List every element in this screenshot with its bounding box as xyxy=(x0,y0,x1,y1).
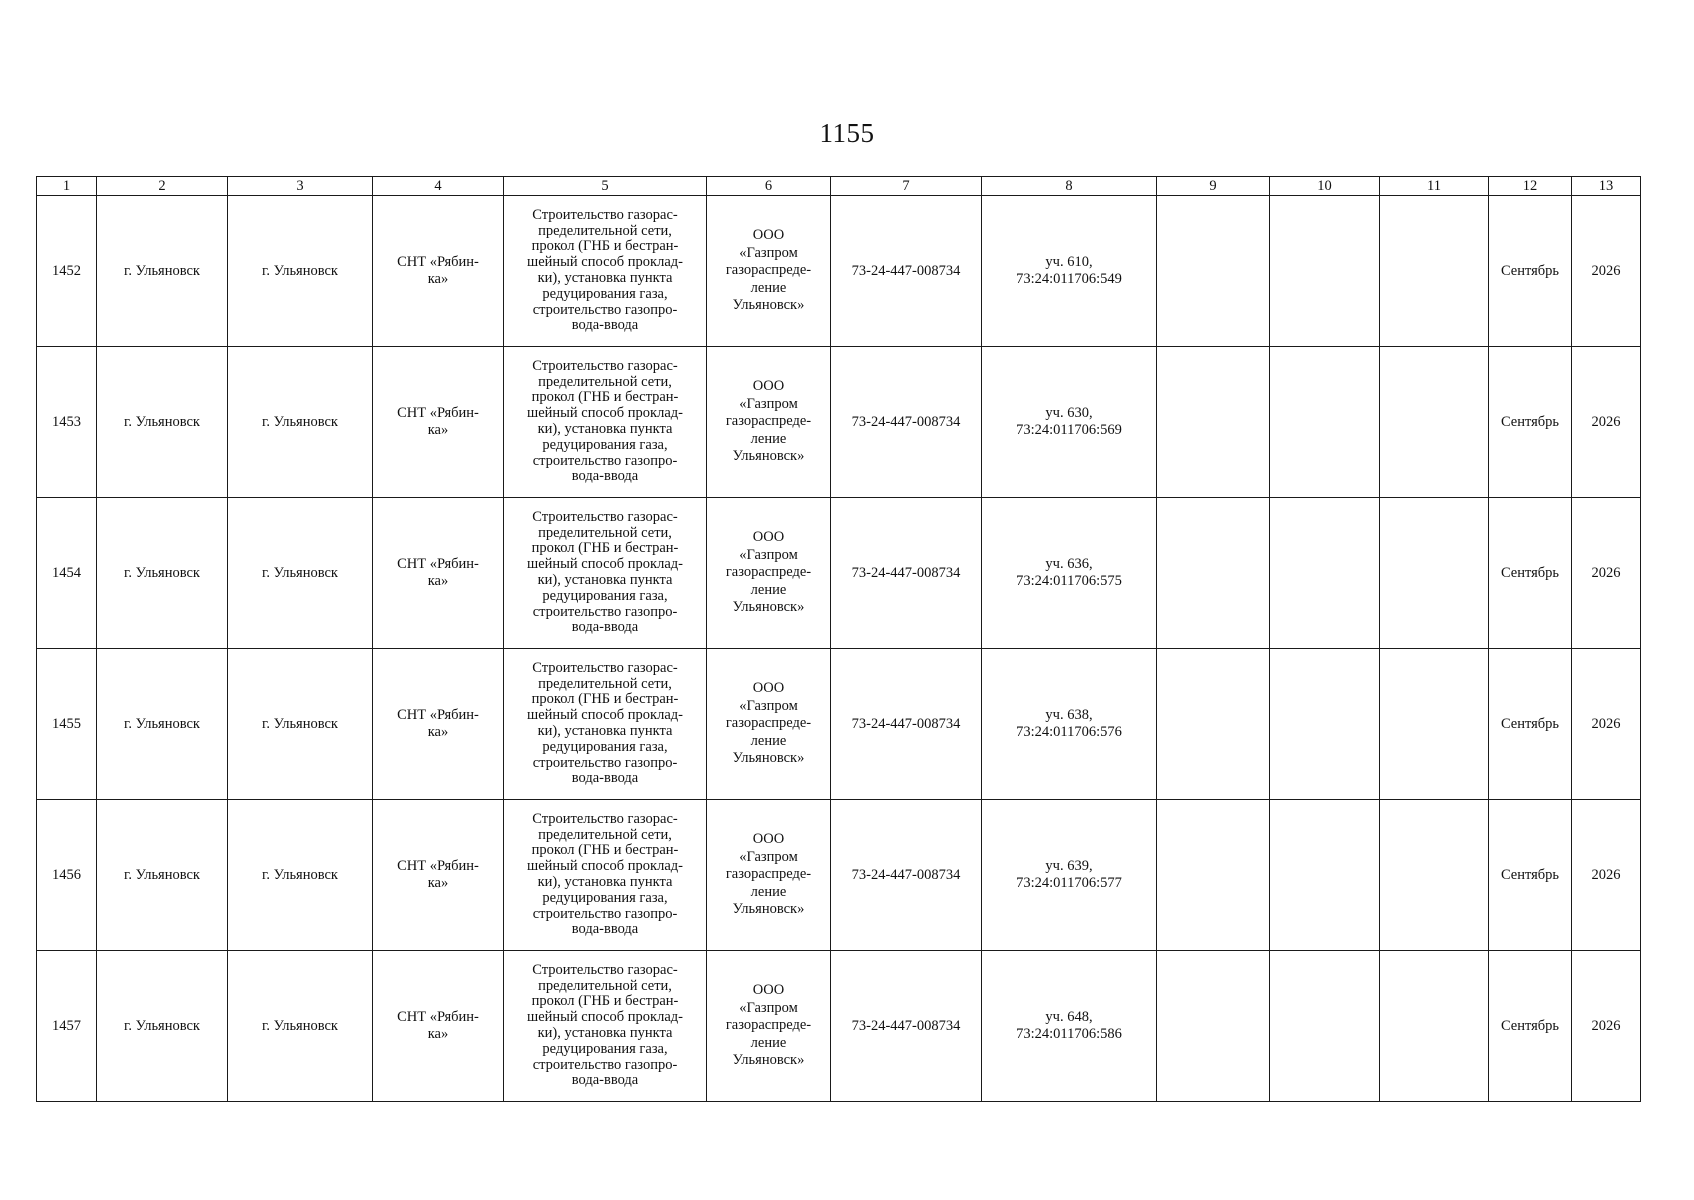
col9-cell xyxy=(1157,951,1270,1102)
text-line: ка» xyxy=(427,573,449,589)
col9-cell xyxy=(1157,649,1270,800)
year: 2026 xyxy=(1591,1017,1621,1034)
city: г. Ульяновск xyxy=(124,262,200,279)
text-line: прокол (ГНБ и бестран- xyxy=(531,389,679,406)
code-cell xyxy=(831,800,982,951)
text-line: СНТ «Рябин- xyxy=(397,1009,479,1025)
text-line: Строительство газорас- xyxy=(532,961,678,978)
text-line: «Газпром xyxy=(739,999,798,1016)
text-line: прокол (ГНБ и бестран- xyxy=(531,993,679,1010)
text-line: ки), установка пункта xyxy=(537,572,673,588)
row-number-cell xyxy=(37,951,97,1102)
text-line: Ульяновск» xyxy=(732,1052,805,1069)
text-line: вода-ввода xyxy=(571,921,639,938)
year: 2026 xyxy=(1591,262,1621,279)
city: г. Ульяновск xyxy=(124,564,200,581)
city-cell xyxy=(97,800,228,951)
district: г. Ульяновск xyxy=(262,866,338,883)
text-line: ление xyxy=(750,581,787,598)
row-number: 1457 xyxy=(52,1017,81,1034)
text-line: ки), установка пункта xyxy=(537,874,673,890)
col10-cell xyxy=(1270,800,1380,951)
organization xyxy=(709,680,828,768)
plot-cell xyxy=(982,347,1157,498)
code: 73-24-447-008734 xyxy=(851,715,961,732)
table-row xyxy=(37,347,1641,498)
column-header: 9 xyxy=(1157,177,1270,196)
row-number: 1452 xyxy=(52,262,81,279)
settlement-cell xyxy=(373,649,504,800)
work-description-cell xyxy=(504,649,707,800)
text-line: СНТ «Рябин- xyxy=(397,254,479,270)
text-line: газораспреде- xyxy=(725,715,812,732)
organization xyxy=(709,378,828,466)
organization-cell xyxy=(707,498,831,649)
month-cell xyxy=(1489,649,1572,800)
text-line: редуцирования газа, xyxy=(542,889,668,906)
text-line: редуцирования газа, xyxy=(542,1040,668,1057)
text-line: «Газпром xyxy=(739,244,798,261)
text-line: прокол (ГНБ и бестран- xyxy=(531,238,679,255)
text-line: ление xyxy=(750,883,787,900)
col11-cell xyxy=(1380,951,1489,1102)
col10-cell xyxy=(1270,196,1380,347)
code-cell xyxy=(831,347,982,498)
month: Сентябрь xyxy=(1500,413,1560,430)
column-header: 13 xyxy=(1572,177,1641,196)
work-description-cell xyxy=(504,951,707,1102)
plot xyxy=(984,556,1154,590)
col11-cell xyxy=(1380,649,1489,800)
text-line: уч. 648, xyxy=(1045,1009,1093,1025)
col9-cell xyxy=(1157,347,1270,498)
text-line: «Газпром xyxy=(739,546,798,563)
text-line: Строительство газорас- xyxy=(532,206,678,223)
text-line: газораспреде- xyxy=(725,413,812,430)
text-line: ление xyxy=(750,732,787,749)
organization-cell xyxy=(707,196,831,347)
settlement-cell xyxy=(373,347,504,498)
col9-cell xyxy=(1157,800,1270,951)
work-description xyxy=(506,661,704,787)
text-line: вода-ввода xyxy=(571,770,639,787)
month: Сентябрь xyxy=(1500,715,1560,732)
text-line: ООО xyxy=(752,831,785,848)
row-number-cell xyxy=(37,800,97,951)
district: г. Ульяновск xyxy=(262,715,338,732)
column-header: 3 xyxy=(228,177,373,196)
text-line: пределительной сети, xyxy=(538,524,672,541)
text-line: вода-ввода xyxy=(571,468,639,485)
plot xyxy=(984,858,1154,892)
plot xyxy=(984,707,1154,741)
row-number-cell xyxy=(37,498,97,649)
plot-cell xyxy=(982,196,1157,347)
row-number-cell xyxy=(37,649,97,800)
settlement xyxy=(375,707,501,741)
text-line: газораспреде- xyxy=(725,262,812,279)
text-line: шейный способ проклад- xyxy=(527,405,683,422)
row-number: 1455 xyxy=(52,715,81,732)
text-line: СНТ «Рябин- xyxy=(397,858,479,874)
text-line: 73:24:011706:575 xyxy=(1016,573,1122,589)
text-line: уч. 630, xyxy=(1045,405,1093,421)
text-line: Ульяновск» xyxy=(732,599,805,616)
settlement-cell xyxy=(373,951,504,1102)
text-line: газораспреде- xyxy=(725,866,812,883)
text-line: ООО xyxy=(752,982,785,999)
text-line: пределительной сети, xyxy=(538,977,672,994)
month-cell xyxy=(1489,951,1572,1102)
text-line: пределительной сети, xyxy=(538,222,672,239)
text-line: 73:24:011706:549 xyxy=(1016,271,1122,287)
city: г. Ульяновск xyxy=(124,715,200,732)
year: 2026 xyxy=(1591,413,1621,430)
text-line: пределительной сети, xyxy=(538,675,672,692)
text-line: редуцирования газа, xyxy=(542,738,668,755)
work-description xyxy=(506,963,704,1089)
column-header: 10 xyxy=(1270,177,1380,196)
column-header: 11 xyxy=(1380,177,1489,196)
text-line: 73:24:011706:576 xyxy=(1016,724,1122,740)
text-line: шейный способ проклад- xyxy=(527,858,683,875)
district: г. Ульяновск xyxy=(262,1017,338,1034)
code: 73-24-447-008734 xyxy=(851,413,961,430)
text-line: СНТ «Рябин- xyxy=(397,707,479,723)
settlement-cell xyxy=(373,196,504,347)
text-line: прокол (ГНБ и бестран- xyxy=(531,540,679,557)
month: Сентябрь xyxy=(1500,262,1560,279)
code-cell xyxy=(831,498,982,649)
text-line: ООО xyxy=(752,680,785,697)
text-line: «Газпром xyxy=(739,395,798,412)
text-line: Ульяновск» xyxy=(732,297,805,314)
text-line: пределительной сети, xyxy=(538,826,672,843)
table-body xyxy=(37,196,1641,1102)
text-line: ка» xyxy=(427,271,449,287)
month: Сентябрь xyxy=(1500,564,1560,581)
column-header: 5 xyxy=(504,177,707,196)
row-number-cell xyxy=(37,196,97,347)
code-cell xyxy=(831,951,982,1102)
column-header: 8 xyxy=(982,177,1157,196)
work-description-cell xyxy=(504,196,707,347)
settlement-cell xyxy=(373,800,504,951)
text-line: «Газпром xyxy=(739,697,798,714)
text-line: Строительство газорас- xyxy=(532,659,678,676)
text-line: ка» xyxy=(427,1026,449,1042)
table-row xyxy=(37,649,1641,800)
year-cell xyxy=(1572,649,1641,800)
row-number: 1453 xyxy=(52,413,81,430)
column-number-header-row xyxy=(37,177,1641,196)
code: 73-24-447-008734 xyxy=(851,262,961,279)
work-description xyxy=(506,812,704,938)
text-line: редуцирования газа, xyxy=(542,436,668,453)
month: Сентябрь xyxy=(1500,866,1560,883)
text-line: уч. 636, xyxy=(1045,556,1093,572)
text-line: газораспреде- xyxy=(725,564,812,581)
settlement xyxy=(375,858,501,892)
settlement-cell xyxy=(373,498,504,649)
organization-cell xyxy=(707,800,831,951)
district-cell xyxy=(228,347,373,498)
district-cell xyxy=(228,498,373,649)
text-line: ление xyxy=(750,1034,787,1051)
work-description xyxy=(506,208,704,334)
text-line: газораспреде- xyxy=(725,1017,812,1034)
column-header: 1 xyxy=(37,177,97,196)
month-cell xyxy=(1489,498,1572,649)
column-header: 12 xyxy=(1489,177,1572,196)
table-row xyxy=(37,800,1641,951)
text-line: ООО xyxy=(752,378,785,395)
col11-cell xyxy=(1380,498,1489,649)
code: 73-24-447-008734 xyxy=(851,866,961,883)
text-line: редуцирования газа, xyxy=(542,587,668,604)
col11-cell xyxy=(1380,800,1489,951)
settlement xyxy=(375,405,501,439)
col10-cell xyxy=(1270,649,1380,800)
district-cell xyxy=(228,800,373,951)
text-line: ООО xyxy=(752,529,785,546)
district-cell xyxy=(228,649,373,800)
text-line: строительство газопро- xyxy=(532,603,678,620)
text-line: ки), установка пункта xyxy=(537,723,673,739)
city-cell xyxy=(97,347,228,498)
code-cell xyxy=(831,649,982,800)
col9-cell xyxy=(1157,498,1270,649)
text-line: «Газпром xyxy=(739,848,798,865)
text-line: ки), установка пункта xyxy=(537,270,673,286)
work-description-cell xyxy=(504,347,707,498)
year-cell xyxy=(1572,800,1641,951)
column-header: 2 xyxy=(97,177,228,196)
organization-cell xyxy=(707,951,831,1102)
settlement xyxy=(375,254,501,288)
work-description xyxy=(506,359,704,485)
text-line: ки), установка пункта xyxy=(537,421,673,437)
table-row xyxy=(37,196,1641,347)
row-number: 1454 xyxy=(52,564,81,581)
text-line: прокол (ГНБ и бестран- xyxy=(531,842,679,859)
text-line: ка» xyxy=(427,875,449,891)
text-line: уч. 638, xyxy=(1045,707,1093,723)
text-line: Строительство газорас- xyxy=(532,508,678,525)
organization xyxy=(709,982,828,1070)
city: г. Ульяновск xyxy=(124,413,200,430)
column-header: 4 xyxy=(373,177,504,196)
text-line: ление xyxy=(750,279,787,296)
col10-cell xyxy=(1270,951,1380,1102)
text-line: вода-ввода xyxy=(571,619,639,636)
table-row xyxy=(37,498,1641,649)
city-cell xyxy=(97,649,228,800)
settlement xyxy=(375,1009,501,1043)
month: Сентябрь xyxy=(1500,1017,1560,1034)
plot xyxy=(984,254,1154,288)
text-line: строительство газопро- xyxy=(532,754,678,771)
text-line: 73:24:011706:577 xyxy=(1016,875,1122,891)
district: г. Ульяновск xyxy=(262,262,338,279)
table-row xyxy=(37,951,1641,1102)
month-cell xyxy=(1489,196,1572,347)
year: 2026 xyxy=(1591,715,1621,732)
plot xyxy=(984,405,1154,439)
text-line: строительство газопро- xyxy=(532,1056,678,1073)
city: г. Ульяновск xyxy=(124,866,200,883)
row-number: 1456 xyxy=(52,866,81,883)
col11-cell xyxy=(1380,196,1489,347)
organization xyxy=(709,227,828,315)
code: 73-24-447-008734 xyxy=(851,1017,961,1034)
text-line: ки), установка пункта xyxy=(537,1025,673,1041)
text-line: Строительство газорас- xyxy=(532,810,678,827)
text-line: ление xyxy=(750,430,787,447)
city-cell xyxy=(97,951,228,1102)
text-line: ООО xyxy=(752,227,785,244)
work-description-cell xyxy=(504,800,707,951)
register-table xyxy=(36,176,1641,1102)
text-line: строительство газопро- xyxy=(532,452,678,469)
column-header: 6 xyxy=(707,177,831,196)
col11-cell xyxy=(1380,347,1489,498)
district-cell xyxy=(228,196,373,347)
code-cell xyxy=(831,196,982,347)
settlement xyxy=(375,556,501,590)
text-line: шейный способ проклад- xyxy=(527,254,683,271)
month-cell xyxy=(1489,800,1572,951)
text-line: Строительство газорас- xyxy=(532,357,678,374)
plot-cell xyxy=(982,800,1157,951)
column-header: 7 xyxy=(831,177,982,196)
text-line: шейный способ проклад- xyxy=(527,556,683,573)
text-line: Ульяновск» xyxy=(732,901,805,918)
city: г. Ульяновск xyxy=(124,1017,200,1034)
text-line: вода-ввода xyxy=(571,317,639,334)
year-cell xyxy=(1572,951,1641,1102)
year-cell xyxy=(1572,196,1641,347)
text-line: ка» xyxy=(427,724,449,740)
text-line: шейный способ проклад- xyxy=(527,707,683,724)
text-line: пределительной сети, xyxy=(538,373,672,390)
district-cell xyxy=(228,951,373,1102)
plot-cell xyxy=(982,498,1157,649)
text-line: Ульяновск» xyxy=(732,750,805,767)
col10-cell xyxy=(1270,347,1380,498)
organization xyxy=(709,529,828,617)
text-line: СНТ «Рябин- xyxy=(397,405,479,421)
text-line: Ульяновск» xyxy=(732,448,805,465)
work-description xyxy=(506,510,704,636)
text-line: 73:24:011706:586 xyxy=(1016,1026,1122,1042)
year-cell xyxy=(1572,347,1641,498)
text-line: СНТ «Рябин- xyxy=(397,556,479,572)
year: 2026 xyxy=(1591,564,1621,581)
year: 2026 xyxy=(1591,866,1621,883)
col10-cell xyxy=(1270,498,1380,649)
organization-cell xyxy=(707,347,831,498)
organization-cell xyxy=(707,649,831,800)
year-cell xyxy=(1572,498,1641,649)
text-line: уч. 639, xyxy=(1045,858,1093,874)
month-cell xyxy=(1489,347,1572,498)
code: 73-24-447-008734 xyxy=(851,564,961,581)
text-line: ка» xyxy=(427,422,449,438)
text-line: прокол (ГНБ и бестран- xyxy=(531,691,679,708)
text-line: 73:24:011706:569 xyxy=(1016,422,1122,438)
district: г. Ульяновск xyxy=(262,413,338,430)
text-line: строительство газопро- xyxy=(532,301,678,318)
plot-cell xyxy=(982,649,1157,800)
organization xyxy=(709,831,828,919)
plot xyxy=(984,1009,1154,1043)
work-description-cell xyxy=(504,498,707,649)
col9-cell xyxy=(1157,196,1270,347)
city-cell xyxy=(97,196,228,347)
text-line: вода-ввода xyxy=(571,1072,639,1089)
plot-cell xyxy=(982,951,1157,1102)
city-cell xyxy=(97,498,228,649)
district: г. Ульяновск xyxy=(262,564,338,581)
text-line: уч. 610, xyxy=(1045,254,1093,270)
text-line: шейный способ проклад- xyxy=(527,1009,683,1026)
text-line: редуцирования газа, xyxy=(542,285,668,302)
row-number-cell xyxy=(37,347,97,498)
text-line: строительство газопро- xyxy=(532,905,678,922)
page-number: 1155 xyxy=(819,118,875,148)
